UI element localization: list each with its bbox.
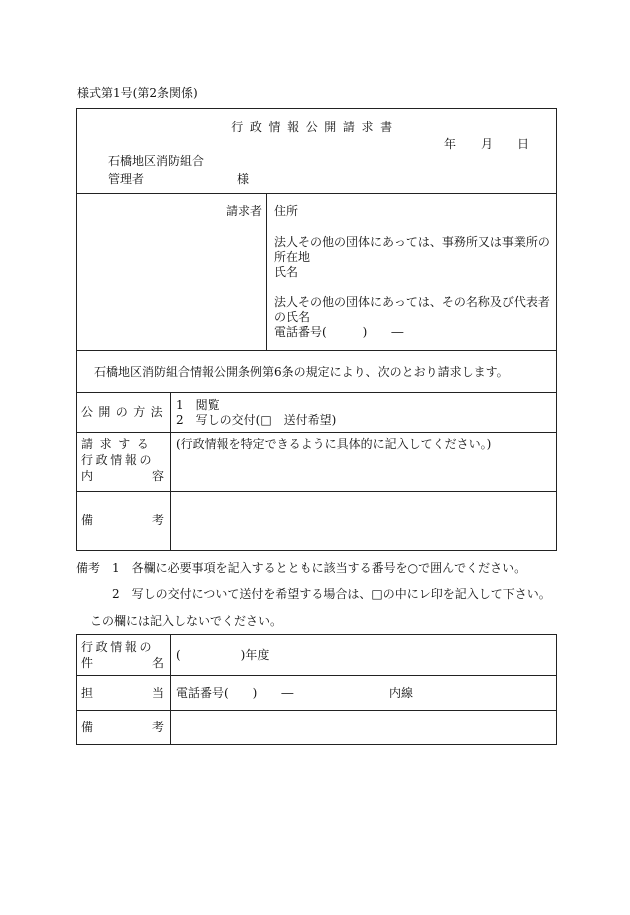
form-number: 様式第1号(第2条関係) [77, 86, 198, 100]
note-2: 2 写しの交付について送付を希望する場合は、□の中にレ印を記入して下さい。 [112, 587, 551, 601]
divider [76, 193, 557, 194]
requester-name-label: 氏名 [274, 265, 299, 279]
divider [170, 634, 171, 745]
subject-label-line-1: 行政情報の [81, 640, 155, 654]
addressee-org: 石橋地区消防組合 [108, 154, 205, 168]
divider [76, 710, 557, 711]
divider [170, 392, 171, 551]
form-title: 行政情報公開請求書 [231, 120, 399, 134]
office-remarks-label: 備 考 [81, 720, 164, 734]
requester-label: 請求者 [226, 204, 263, 218]
divider [266, 193, 267, 350]
content-instruction: (行政情報を特定できるように具体的に記入してください。) [176, 437, 492, 451]
request-statement: 石橋地区消防組合情報公開条例第6条の規定により、次のとおり請求します。 [94, 365, 509, 379]
note-1: 1 各欄に必要事項を記入するとともに該当する番号を○で囲んでください。 [112, 561, 527, 575]
divider [76, 675, 557, 676]
divider [76, 392, 557, 393]
requester-address-note-2: 所在地 [274, 250, 311, 264]
requester-address-label: 住所 [274, 204, 299, 218]
date-month: 月 [481, 137, 494, 151]
content-label-line-1: 請求する [81, 437, 156, 451]
divider [76, 432, 557, 433]
content-label-line-2: 行政情報の [81, 453, 155, 467]
office-only-note: この欄には記入しないでください。 [90, 614, 283, 628]
method-label: 公開の方法 [81, 405, 169, 419]
divider [76, 350, 557, 351]
date-year: 年 [444, 137, 457, 151]
requester-name-note-1: 法人その他の団体にあっては、その名称及び代表者 [274, 295, 550, 309]
date-day: 日 [517, 137, 530, 151]
requester-phone: 電話番号( ) ― [274, 325, 404, 339]
requester-address-note-1: 法人その他の団体にあっては、事務所又は事業所の [274, 235, 550, 249]
remarks-label: 備 考 [81, 513, 164, 527]
content-label-line-3: 内 容 [81, 469, 164, 483]
divider [76, 491, 557, 492]
staff-extension: 内線 [389, 686, 414, 700]
addressee-role: 管理者 [108, 172, 145, 186]
method-option-copy: 2 写しの交付(□ 送付希望) [176, 413, 337, 427]
staff-phone: 電話番号( ) ― [176, 686, 294, 700]
subject-value: ( )年度 [176, 648, 270, 662]
requester-name-note-2: の氏名 [274, 310, 311, 324]
addressee-honorific: 様 [237, 172, 250, 186]
method-option-view: 1 閲覧 [176, 398, 220, 412]
notes-label: 備考 [76, 561, 101, 575]
subject-label-line-2: 件 名 [81, 656, 164, 670]
staff-label: 担 当 [81, 686, 164, 700]
